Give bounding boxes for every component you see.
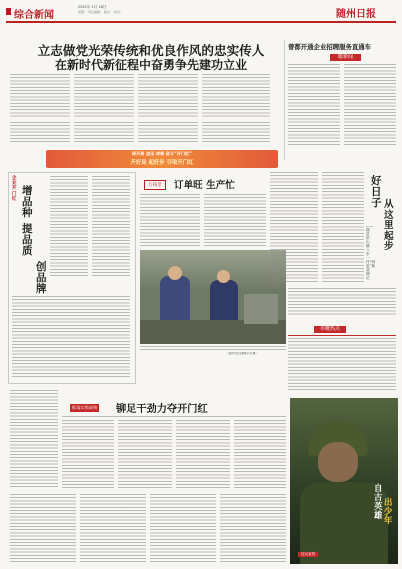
- right-feature-col-1: [270, 172, 318, 284]
- banner-line-2: 开好局 起好步 夺取开门红: [130, 160, 194, 166]
- right-feature-col-3: [288, 288, 396, 316]
- left-feature-title-a: 增品种: [22, 185, 33, 219]
- left-lower-col: [10, 390, 58, 488]
- left-feature-kicker: 企业开门红: [12, 176, 17, 202]
- section-marker-icon: [6, 8, 11, 15]
- lead-headline-1: 立志做党光荣传统和优良作风的忠实传人: [37, 43, 265, 58]
- bottom-story-kicker: 抓落实抓成效: [72, 405, 98, 410]
- city-column-label: 市概热点: [314, 326, 346, 333]
- left-feature-title-b: 提品质: [22, 223, 33, 257]
- center-feature-col-1: [140, 194, 200, 246]
- section-label: 综合新闻: [14, 10, 54, 21]
- bottom-story-col-1: [62, 420, 114, 488]
- masthead: [0, 0, 402, 22]
- lead-body-col-2: [74, 74, 134, 118]
- date-line: 2021年 1月 18日: [78, 5, 107, 9]
- right-feature-subtitle: ——随县洪山镇八步一村“两委”换届侧记: [366, 224, 376, 280]
- recruitment-poster: [290, 398, 398, 564]
- photo-caption: [140, 346, 286, 352]
- lead-cont-col-1: [10, 122, 70, 144]
- bottom-wide-col-1: [10, 494, 76, 564]
- center-feature-kicker: 万枝堂: [144, 180, 166, 190]
- bottom-story-title: 铆足干劲力夺开门红: [116, 404, 208, 415]
- lead-cont-col-2: [74, 122, 134, 144]
- center-feature-col-2: [204, 194, 266, 246]
- right-feature-col-2: [322, 172, 364, 284]
- right-feature-title-a: 好日子: [371, 175, 382, 209]
- left-feature-title-c: 创品牌: [36, 261, 47, 295]
- left-feature-col-3: [12, 296, 130, 378]
- banner-line-1: 保开局 加压 冲刺 奋斗“开门红”: [131, 151, 193, 156]
- side-story-tag: 暖新闻: [330, 54, 361, 61]
- side-story-col-2: [344, 64, 396, 146]
- paper-name: 随州日报: [336, 9, 376, 20]
- lead-body-col-3: [138, 74, 198, 118]
- side-story-col-1: [288, 64, 340, 146]
- right-feature-title-b: 从这里起步: [384, 199, 394, 252]
- photo-caption-credit: （随州日报全媒体记者 摄）: [226, 352, 258, 355]
- bottom-story-col-3: [176, 420, 230, 488]
- poster-line-2: 出少年: [384, 497, 393, 525]
- bottom-wide-col-4: [220, 494, 286, 564]
- city-column-rule: [288, 335, 396, 336]
- poster-line-1: 自古英雄: [374, 483, 383, 520]
- side-story-divider: [284, 40, 285, 160]
- bottom-story-rule: [62, 416, 286, 417]
- meta-line: 星期一 责任编辑： 版式： 校对：: [78, 10, 123, 14]
- lead-cont-col-3: [138, 122, 198, 144]
- bottom-story-col-2: [118, 420, 172, 488]
- city-column-body: [288, 338, 396, 392]
- side-story-headline: 曾都开通企业招聘服务直通车: [288, 43, 372, 51]
- bottom-wide-col-3: [150, 494, 216, 564]
- lead-body-col-4: [202, 74, 270, 118]
- lead-body-col-1: [10, 74, 70, 118]
- center-feature-title: 订单旺 生产忙: [174, 180, 235, 191]
- poster-tag: 征兵宣传: [298, 552, 318, 557]
- factory-photo: [140, 250, 286, 344]
- bottom-wide-col-2: [80, 494, 146, 564]
- bottom-story-col-4: [234, 420, 286, 488]
- left-feature-col-1: [50, 176, 88, 276]
- campaign-banner: [46, 150, 278, 168]
- lead-cont-col-4: [202, 122, 270, 144]
- left-feature-col-2: [92, 176, 130, 276]
- masthead-rule: [6, 21, 396, 23]
- lead-headline-2: 在新时代新征程中奋勇争先建功立业: [54, 58, 247, 72]
